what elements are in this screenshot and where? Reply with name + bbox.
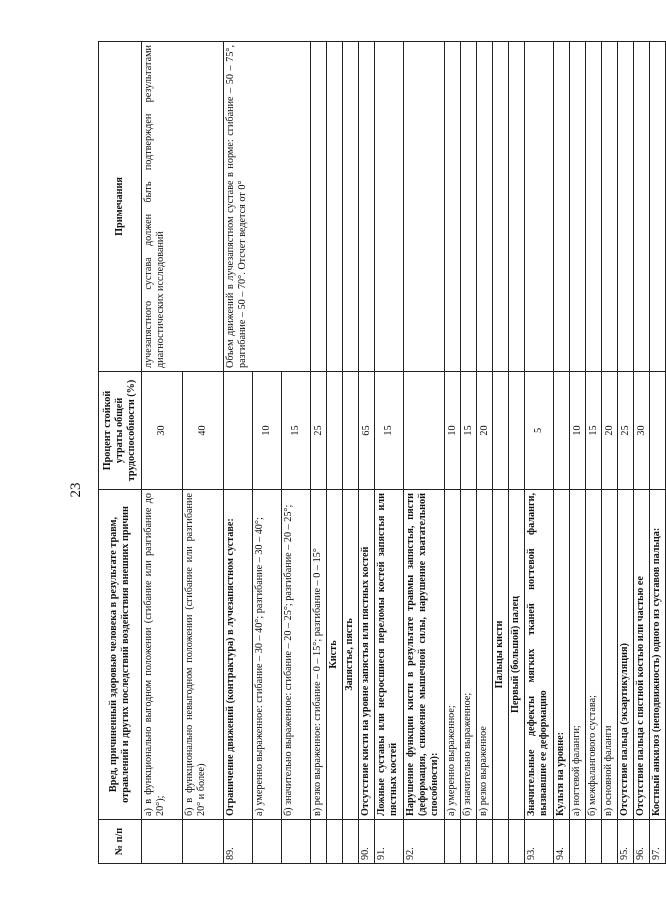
row-text: Отсутствие пальца с пястной костью или частью ее: [634, 490, 650, 820]
row-percent: 20: [477, 372, 493, 490]
table-row: [586, 42, 602, 864]
row-text: Отсутствие пальца (экзартикуляция): [618, 490, 634, 820]
section-title: Пальцы кисти: [493, 490, 509, 820]
row-text: Значительные дефекты мягких тканей ногтевой фаланги, вызвавшие ее деформацию: [525, 490, 554, 820]
table-row: [634, 42, 650, 864]
table-row: [477, 42, 493, 864]
row-percent: 10: [445, 372, 461, 490]
table-row: [375, 42, 404, 864]
row-number: 95.: [618, 820, 634, 864]
row-number: 92.: [404, 820, 445, 864]
row-number: 89.: [224, 820, 253, 864]
row-number: 94.: [554, 820, 570, 864]
table-row: [602, 42, 618, 864]
row-text: в) резко выраженное: сгибание – 0 – 15°; разгибание – 0 – 15°: [311, 490, 327, 820]
row-text: в) резко выраженное: [477, 490, 493, 820]
section-title: Первый (большой) палец: [509, 490, 525, 820]
row-percent: 65: [359, 372, 375, 490]
table-row: [618, 42, 634, 864]
row-text: в) основной фаланги: [602, 490, 618, 820]
table-header: [99, 42, 142, 864]
header-harm: Вред, причиненный здоровью человека в результате травм, отравлений и других последствий воздействия внешних причин: [99, 490, 142, 820]
table-row: [224, 42, 253, 864]
row-number: 93.: [525, 820, 554, 864]
row-percent: 10: [253, 372, 282, 490]
table-row: [650, 42, 666, 864]
table-row: [554, 42, 570, 864]
row-percent: 30: [634, 372, 650, 490]
row-number: 97.: [650, 820, 666, 864]
section-title: Запястье, пясть: [343, 490, 359, 820]
row-text: б) значительно выраженное;: [461, 490, 477, 820]
row-text: а) умеренно выраженное: сгибание – 30 – 40°; разгибание – 30 – 40°;: [253, 490, 282, 820]
table-row: [525, 42, 554, 864]
row-text: Отсутствие кисти на уровне запястья или пястных костей: [359, 490, 375, 820]
page-number: 23: [68, 482, 84, 498]
row-text: Ложные суставы или несросшиеся переломы костей запястья или пястных костей: [375, 490, 404, 820]
section-row: [509, 42, 525, 864]
row-percent: 20: [602, 372, 618, 490]
table-row: [142, 42, 183, 864]
disability-table: [98, 41, 666, 864]
row-note: лучезапястного сустава должен быть подтвержден результатами диагностических исследований: [142, 42, 224, 372]
row-percent: 25: [311, 372, 327, 490]
row-text: б) значительно выраженное: сгибание – 20 – 25°; разгибание – 20 – 25°;: [282, 490, 311, 820]
table-row: [461, 42, 477, 864]
row-note: Объем движений в лучезапястном суставе в норме: сгибание – 50 – 75°, разгибание – 50 – 70°. Отсчет ведется от 0°: [224, 42, 311, 372]
table-row: [359, 42, 375, 864]
row-text: а) ногтевой фаланги;: [570, 490, 586, 820]
row-percent: 15: [282, 372, 311, 490]
row-text: Ограничение движений (контрактура) в лучезапястном суставе:: [224, 490, 253, 820]
row-text: а) умеренно выраженное;: [445, 490, 461, 820]
row-percent: 30: [142, 372, 183, 490]
row-percent: 15: [375, 372, 404, 490]
row-text: а) в функционально выгодном положении (сгибание или разгибание до 20°);: [142, 490, 183, 820]
row-percent: 5: [525, 372, 554, 490]
row-percent: 10: [570, 372, 586, 490]
table-row: [445, 42, 461, 864]
header-percent: Процент стойкой утраты общей трудоспособности (%): [99, 372, 142, 490]
section-row: [343, 42, 359, 864]
section-row: [493, 42, 509, 864]
header-notes: Примечания: [99, 42, 142, 372]
row-text: Культя на уровне:: [554, 490, 570, 820]
row-percent: 15: [461, 372, 477, 490]
section-row: [327, 42, 343, 864]
section-title: Кисть: [327, 490, 343, 820]
row-text: б) в функционально невыгодном положении (сгибание или разгибание 20° и более): [183, 490, 224, 820]
table-row: [570, 42, 586, 864]
table-row: [311, 42, 327, 864]
row-percent: 15: [586, 372, 602, 490]
table-row: [404, 42, 445, 864]
row-percent: 25: [618, 372, 634, 490]
row-percent: 40: [183, 372, 224, 490]
header-num: № п/п: [99, 820, 142, 864]
row-text: Нарушение функции кисти в результате травмы запястья, пясти (деформация, снижение мышечной силы, нарушение хватательной способности):: [404, 490, 445, 820]
row-text: Костный анкилоз (неподвижность) одного из суставов пальца:: [650, 490, 666, 820]
document-page: [50, 35, 663, 870]
row-number: 90.: [359, 820, 375, 864]
row-text: б) межфалангового сустава;: [586, 490, 602, 820]
row-number: 91.: [375, 820, 404, 864]
row-number: 96.: [634, 820, 650, 864]
